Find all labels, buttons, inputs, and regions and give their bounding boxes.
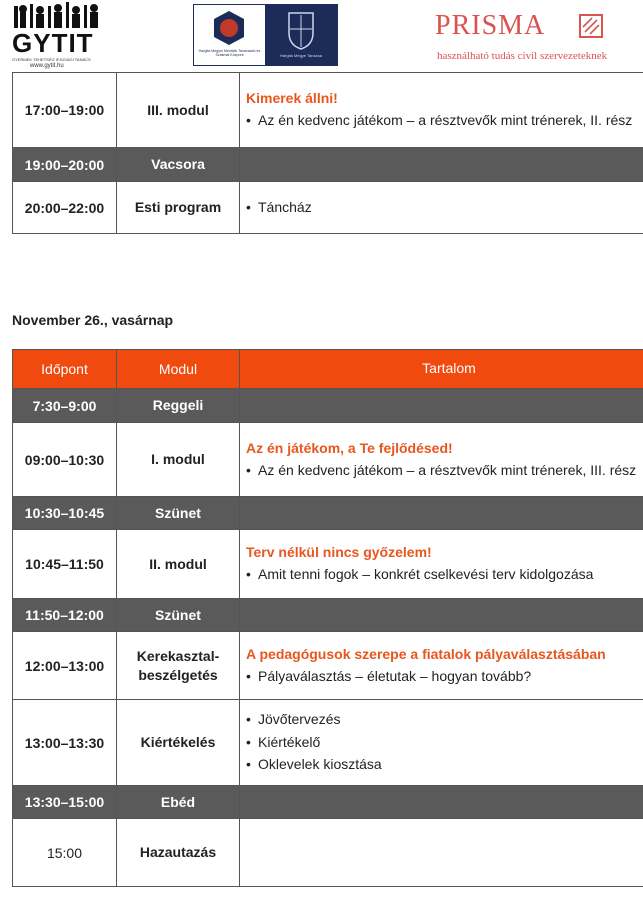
- day-heading: November 26., vasárnap: [12, 312, 174, 328]
- content-cell: [240, 497, 643, 530]
- content-cell: [240, 530, 643, 599]
- content-cell: [240, 73, 643, 148]
- coat-of-arms-icon: [265, 9, 337, 53]
- content-title: Az én játékom, a Te fejlődésed!: [246, 439, 453, 456]
- prisma-wordmark: PRISMA: [435, 10, 546, 41]
- module-cell: Szünet: [117, 599, 240, 632]
- time-cell: 09:00–10:30: [13, 423, 117, 497]
- content-cell: [240, 423, 643, 497]
- content-title: Kimerek állni!: [246, 90, 338, 107]
- content-list: [246, 111, 643, 131]
- time-cell: 7:30–9:00: [13, 389, 117, 423]
- header-module: Modul: [117, 350, 240, 389]
- time-cell: 11:50–12:00: [13, 599, 117, 632]
- content-cell: [240, 786, 643, 819]
- module-cell: Hazautazás: [117, 819, 240, 887]
- time-cell: 19:00–20:00: [13, 148, 117, 182]
- list-item: • Táncház: [258, 198, 643, 218]
- module-line: Kerekasztal-: [136, 647, 220, 664]
- time-cell: 10:45–11:50: [13, 530, 117, 599]
- hargita-logos: [193, 4, 338, 66]
- content-cell: [240, 599, 643, 632]
- module-cell: [117, 632, 240, 700]
- content-title: A pedagógusok szerepe a fiatalok pályaválasztásában: [246, 645, 606, 662]
- table-row: [13, 497, 643, 530]
- module-cell: Vacsora: [117, 148, 240, 182]
- table-row: [13, 182, 643, 234]
- header-content: Tartalom: [240, 350, 643, 389]
- time-cell: 20:00–22:00: [13, 182, 117, 234]
- content-cell: [240, 389, 643, 423]
- module-cell: III. modul: [117, 73, 240, 148]
- table-row: [13, 389, 643, 423]
- module-cell: Kiértékelés: [117, 700, 240, 786]
- list-item: • Amit tenni fogok – konkrét cselkevési terv kidolgozása: [258, 565, 643, 585]
- content-cell: [240, 632, 643, 700]
- header-time: Időpont: [13, 350, 117, 389]
- table-row: [13, 73, 643, 148]
- table-row: [13, 530, 643, 599]
- content-list: [246, 667, 643, 687]
- content-cell: [240, 819, 643, 887]
- module-cell: II. modul: [117, 530, 240, 599]
- schedule-table-day1: [12, 72, 643, 234]
- table-row: [13, 632, 643, 700]
- time-cell: 12:00–13:00: [13, 632, 117, 700]
- time-cell: 13:00–13:30: [13, 700, 117, 786]
- module-cell: Szünet: [117, 497, 240, 530]
- list-item: • Jövőtervezés: [258, 710, 643, 730]
- table-row: [13, 148, 643, 182]
- gytit-subtitle: GYERMEK TEHETSÉG IFJÚSÁGI TANÁCS: [12, 57, 91, 62]
- content-cell: [240, 700, 643, 786]
- prisma-logo: [433, 10, 613, 65]
- list-item: • Pályaválasztás – életutak – hogyan tovább?: [258, 667, 643, 687]
- gytit-logo: [10, 2, 102, 70]
- list-item: • Oklevelek kiosztása: [258, 755, 643, 775]
- prisma-tagline: használható tudás civil szervezeteknek: [437, 50, 608, 62]
- module-cell: Reggeli: [117, 389, 240, 423]
- module-cell: Ebéd: [117, 786, 240, 819]
- content-title: Terv nélkül nincs győzelem!: [246, 544, 432, 561]
- module-cell: Esti program: [117, 182, 240, 234]
- table-header-row: [13, 350, 643, 389]
- mental-center-caption: Hargita Megyei Mentális Tanácsadó és Szakmai Központ: [198, 49, 261, 58]
- schedule-table-day2: [12, 349, 643, 887]
- content-cell: [240, 148, 643, 182]
- shield-badge-icon: [194, 7, 265, 51]
- mental-center-logo: [194, 5, 265, 65]
- table-row: [13, 700, 643, 786]
- gytit-web: www.gytit.hu: [30, 63, 64, 69]
- county-council-caption: Hargita Megye Tanácsa: [280, 53, 322, 58]
- content-list: [246, 710, 643, 775]
- table-row: [13, 819, 643, 887]
- list-item: • Az én kedvenc játékom – a résztvevők mint trénerek, II. rész: [258, 111, 643, 131]
- module-cell: I. modul: [117, 423, 240, 497]
- table-row: [13, 599, 643, 632]
- content-cell: [240, 182, 643, 234]
- content-list: [246, 461, 643, 481]
- table-row: [13, 423, 643, 497]
- time-cell: 13:30–15:00: [13, 786, 117, 819]
- time-cell: 10:30–10:45: [13, 497, 117, 530]
- list-item: • Az én kedvenc játékom – a résztvevők mint trénerek, III. rész: [258, 461, 643, 481]
- prisma-square-icon: [579, 14, 603, 38]
- content-list: [246, 565, 643, 585]
- county-council-logo: [265, 5, 337, 65]
- gytit-wordmark: GYTIT: [12, 28, 94, 58]
- time-cell: 15:00: [13, 819, 117, 887]
- list-item: • Kiértékelő: [258, 733, 643, 753]
- time-cell: 17:00–19:00: [13, 73, 117, 148]
- content-list: [246, 198, 643, 218]
- table-row: [13, 786, 643, 819]
- module-line: beszélgetés: [138, 666, 218, 683]
